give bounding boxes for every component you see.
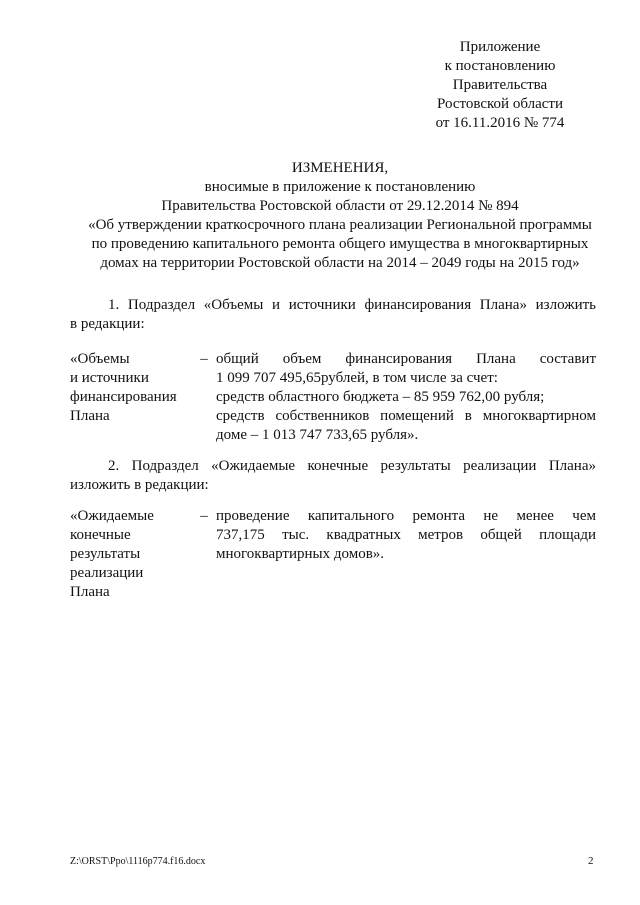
row-text-line: общий объем финансирования Плана составит <box>216 351 596 367</box>
results-row-text <box>216 507 596 564</box>
row-label-line: Плана <box>70 584 110 600</box>
appendix-line: к постановлению <box>444 58 556 74</box>
row-label-line: и источники <box>70 370 149 386</box>
row-label-line: реализации <box>70 565 144 581</box>
heading-title: ИЗМЕНЕНИЯ, <box>291 160 389 176</box>
row-label-line: конечные <box>70 527 131 543</box>
heading-line: домах на территории Ростовской области на 2014 – 2049 годы на 2015 год» <box>100 255 580 271</box>
heading-line: вносимые в приложение к постановлению <box>204 179 476 195</box>
row-label-line: финансирования <box>70 389 177 405</box>
section-2-second-line: изложить в редакции: <box>70 477 209 493</box>
results-row-label <box>70 507 195 602</box>
section-2-paragraph <box>70 457 596 495</box>
section-2-first-line: 2. Подраздел «Ожидаемые конечные результаты реализации Плана» <box>108 458 596 474</box>
heading-line: по проведению капитального ремонта общего имущества в многоквартирных <box>91 236 589 252</box>
section-1-paragraph <box>70 296 596 334</box>
row-text-line: проведение капитального ремонта не менее чем <box>216 508 596 524</box>
financing-row-label <box>70 350 195 426</box>
appendix-line: Правительства <box>452 77 548 93</box>
heading-line: Правительства Ростовской области от 29.12.2014 № 894 <box>161 198 519 214</box>
row-label-line: «Ожидаемые <box>70 508 154 524</box>
row-dash: – <box>200 351 208 367</box>
file-path: Z:\ORST\Ppo\1116p774.f16.docx <box>70 856 206 867</box>
row-text-line: доме – 1 013 747 733,65 рубля». <box>216 427 419 443</box>
section-1-first-line: 1. Подраздел «Объемы и источники финансирования Плана» изложить <box>108 297 596 313</box>
row-text-line: средств собственников помещений в многоквартирном <box>216 408 596 424</box>
appendix-block <box>400 38 600 133</box>
appendix-line: от 16.11.2016 № 774 <box>435 115 565 131</box>
page-number: 2 <box>588 855 594 867</box>
row-label-line: «Объемы <box>70 351 130 367</box>
appendix-line: Ростовской области <box>437 96 563 112</box>
row-text-line: средств областного бюджета – 85 959 762,00 рубля; <box>216 389 545 405</box>
heading-line: «Об утверждении краткосрочного плана реализации Региональной программы <box>88 217 592 233</box>
appendix-line: Приложение <box>459 39 541 55</box>
financing-row-text <box>216 350 596 445</box>
row-dash: – <box>200 508 208 524</box>
document-heading <box>40 159 640 273</box>
section-1-second-line: в редакции: <box>70 316 145 332</box>
row-label-line: Плана <box>70 408 110 424</box>
row-text-line: многоквартирных домов». <box>216 546 385 562</box>
row-text-line: 1 099 707 495,65рублей, в том числе за счет: <box>216 370 498 386</box>
row-text-line: 737,175 тыс. квадратных метров общей площади <box>216 527 596 543</box>
row-label-line: результаты <box>70 546 141 562</box>
